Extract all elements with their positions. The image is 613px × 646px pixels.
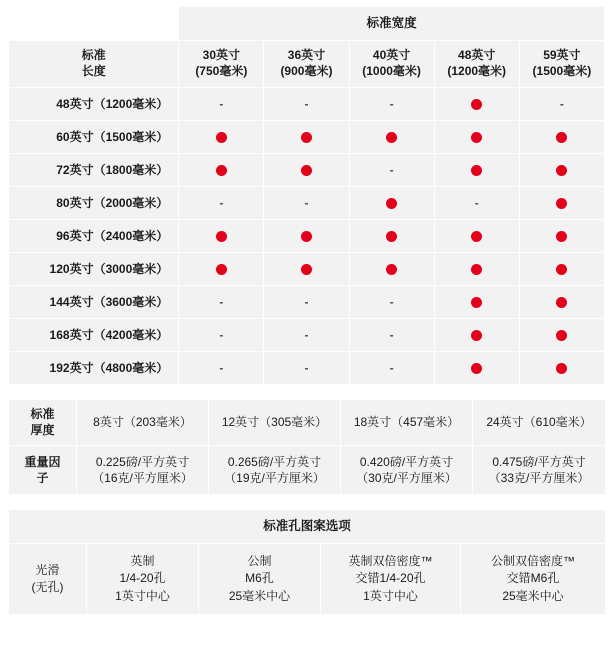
column-header-2-line1: 40英寸 [372, 47, 411, 62]
available-dot-icon [556, 231, 567, 242]
cell-0-1 [264, 88, 349, 121]
cell-1-3 [434, 121, 519, 154]
weight-value-2: 0.420磅/平方英寸（30克/平方厘米） [341, 445, 473, 494]
hole-option-3-line0: 英制双倍密度™ [348, 553, 433, 568]
hole-option-2-line2: 25毫米中心 [228, 588, 291, 603]
cell-5-2 [349, 253, 434, 286]
column-header-0-line1: 30英寸 [202, 47, 240, 62]
hole-option-2 [199, 543, 321, 614]
cell-1-4 [519, 121, 604, 154]
column-header-2-line2: (1000毫米) [362, 64, 421, 79]
cell-2-2 [349, 154, 434, 187]
available-dot-icon [301, 264, 312, 275]
cell-2-3 [434, 154, 519, 187]
unavailable-dash-icon: - [389, 97, 394, 112]
cell-3-0 [179, 187, 264, 220]
available-dot-icon [386, 231, 397, 242]
row-label-1: 60英寸（1500毫米） [9, 121, 179, 154]
width-group-title: 标准宽度 [179, 7, 605, 41]
available-dot-icon [216, 231, 227, 242]
thickness-value-1: 12英寸（305毫米） [209, 400, 341, 445]
cell-8-2 [349, 352, 434, 385]
hole-option-4-line2: 25毫米中心 [502, 588, 564, 603]
cell-5-4 [519, 253, 604, 286]
table-row [9, 121, 605, 154]
hole-option-0-line0: 光滑 [35, 562, 60, 577]
cell-5-3 [434, 253, 519, 286]
hole-option-4-line1: 交错M6孔 [506, 571, 560, 586]
row-label-0: 48英寸（1200毫米） [9, 88, 179, 121]
unavailable-dash-icon: - [219, 328, 224, 343]
row-label-3: 80英寸（2000毫米） [9, 187, 179, 220]
hole-option-0-line1: (无孔) [31, 579, 64, 594]
cell-6-2 [349, 286, 434, 319]
column-header-2 [349, 40, 434, 87]
hole-option-1-line2: 1英寸中心 [115, 588, 170, 603]
available-dot-icon [301, 132, 312, 143]
available-dot-icon [471, 330, 482, 341]
unavailable-dash-icon: - [389, 361, 394, 376]
table-row [9, 220, 605, 253]
cell-7-0 [179, 319, 264, 352]
available-dot-icon [386, 198, 397, 209]
cell-7-3 [434, 319, 519, 352]
weight-value-1: 0.265磅/平方英寸（19克/平方厘米） [209, 445, 341, 494]
available-dot-icon [471, 231, 482, 242]
available-dot-icon [471, 165, 482, 176]
hole-option-4-line0: 公制双倍密度™ [491, 553, 576, 568]
available-dot-icon [556, 363, 567, 374]
cell-5-0 [179, 253, 264, 286]
cell-4-4 [519, 220, 604, 253]
available-dot-icon [301, 165, 312, 176]
available-dot-icon [471, 363, 482, 374]
cell-0-0 [179, 88, 264, 121]
unavailable-dash-icon: - [389, 295, 394, 310]
row-label-5: 120英寸（3000毫米） [9, 253, 179, 286]
cell-4-3 [434, 220, 519, 253]
unavailable-dash-icon: - [474, 196, 479, 211]
hole-option-0 [9, 543, 87, 614]
hole-option-1-line0: 英制 [130, 553, 155, 568]
weight-value-0: 0.225磅/平方英寸（16克/平方厘米） [77, 445, 209, 494]
table-row [9, 253, 605, 286]
hole-option-1-line1: 1/4-20孔 [119, 571, 166, 586]
weight-row-label [9, 445, 77, 494]
unavailable-dash-icon: - [389, 163, 394, 178]
cell-6-3 [434, 286, 519, 319]
cell-8-3 [434, 352, 519, 385]
unavailable-dash-icon: - [219, 295, 224, 310]
cell-1-1 [264, 121, 349, 154]
unavailable-dash-icon: - [219, 196, 224, 211]
cell-0-2 [349, 88, 434, 121]
cell-3-2 [349, 187, 434, 220]
available-dot-icon [556, 198, 567, 209]
row-label-7: 168英寸（4200毫米） [9, 319, 179, 352]
thickness-weight-table [8, 399, 606, 495]
table-row [9, 187, 605, 220]
table-row [9, 352, 605, 385]
available-dot-icon [386, 132, 397, 143]
column-header-3 [434, 40, 519, 87]
hole-option-4 [461, 543, 606, 614]
section-spacer [8, 385, 605, 399]
cell-3-1 [264, 187, 349, 220]
column-header-1-line2: (900毫米) [280, 64, 333, 79]
hole-option-3 [321, 543, 461, 614]
cell-8-0 [179, 352, 264, 385]
available-dot-icon [471, 132, 482, 143]
cell-6-4 [519, 286, 604, 319]
cell-0-3 [434, 88, 519, 121]
hole-pattern-title: 标准孔图案选项 [9, 510, 606, 544]
available-dot-icon [216, 165, 227, 176]
column-header-0-line2: (750毫米) [195, 64, 248, 79]
row-label-4: 96英寸（2400毫米） [9, 220, 179, 253]
unavailable-dash-icon: - [304, 196, 309, 211]
cell-8-1 [264, 352, 349, 385]
available-dot-icon [471, 297, 482, 308]
table-row [9, 319, 605, 352]
hole-option-2-line1: M6孔 [245, 571, 274, 586]
cell-7-1 [264, 319, 349, 352]
column-header-4-line1: 59英寸 [543, 47, 581, 62]
available-dot-icon [301, 231, 312, 242]
unavailable-dash-icon: - [304, 295, 309, 310]
table-row-weight [9, 445, 606, 494]
section-spacer [8, 495, 605, 509]
cell-2-4 [519, 154, 604, 187]
column-header-4-line2: (1500毫米) [532, 64, 592, 79]
table-row [9, 88, 605, 121]
thickness-value-3: 24英寸（610毫米） [473, 400, 606, 445]
available-dot-icon [216, 132, 227, 143]
row-label-8: 192英寸（4800毫米） [9, 352, 179, 385]
column-header-3-line1: 48英寸 [458, 47, 496, 62]
thickness-row-label-line1: 标准 [30, 407, 55, 422]
cell-8-4 [519, 352, 604, 385]
table-row [9, 286, 605, 319]
length-header-line1: 标准 [81, 47, 106, 62]
column-header-1 [264, 40, 349, 87]
cell-7-4 [519, 319, 604, 352]
available-dot-icon [471, 264, 482, 275]
available-dot-icon [556, 330, 567, 341]
size-availability-table [8, 6, 605, 385]
available-dot-icon [471, 99, 482, 110]
hole-option-2-line0: 公制 [247, 553, 272, 568]
thickness-row-label-line2: 厚度 [30, 423, 55, 438]
thickness-value-2: 18英寸（457毫米） [341, 400, 473, 445]
unavailable-dash-icon: - [219, 97, 224, 112]
column-header-3-line2: (1200毫米) [447, 64, 507, 79]
thickness-row-label [9, 400, 77, 445]
cell-4-2 [349, 220, 434, 253]
cell-5-1 [264, 253, 349, 286]
cell-0-4 [519, 88, 604, 121]
available-dot-icon [556, 297, 567, 308]
thickness-value-0: 8英寸（203毫米） [77, 400, 209, 445]
hole-option-3-line2: 1英寸中心 [363, 588, 418, 603]
cell-2-1 [264, 154, 349, 187]
length-header [9, 40, 179, 87]
cell-6-0 [179, 286, 264, 319]
weight-row-label-line1: 重量因 [24, 454, 61, 469]
hole-pattern-table [8, 509, 606, 615]
cell-1-0 [179, 121, 264, 154]
table-row [9, 154, 605, 187]
unavailable-dash-icon: - [559, 97, 564, 112]
cell-2-0 [179, 154, 264, 187]
table-row-column-headers [9, 40, 605, 87]
cell-7-2 [349, 319, 434, 352]
row-label-6: 144英寸（3600毫米） [9, 286, 179, 319]
available-dot-icon [386, 264, 397, 275]
unavailable-dash-icon: - [304, 328, 309, 343]
cell-3-4 [519, 187, 604, 220]
length-header-line2: 长度 [81, 64, 106, 79]
table-row-group-header [9, 7, 605, 41]
unavailable-dash-icon: - [219, 361, 224, 376]
weight-value-3: 0.475磅/平方英寸（33克/平方厘米） [473, 445, 606, 494]
unavailable-dash-icon: - [304, 97, 309, 112]
corner-blank [9, 7, 179, 41]
cell-4-1 [264, 220, 349, 253]
row-label-2: 72英寸（1800毫米） [9, 154, 179, 187]
table-row-hole-title [9, 510, 606, 544]
cell-3-3 [434, 187, 519, 220]
cell-6-1 [264, 286, 349, 319]
weight-row-label-line2: 子 [36, 470, 49, 485]
available-dot-icon [556, 264, 567, 275]
cell-1-2 [349, 121, 434, 154]
available-dot-icon [216, 264, 227, 275]
column-header-4 [519, 40, 604, 87]
unavailable-dash-icon: - [389, 328, 394, 343]
available-dot-icon [556, 132, 567, 143]
column-header-0 [179, 40, 264, 87]
available-dot-icon [556, 165, 567, 176]
unavailable-dash-icon: - [304, 361, 309, 376]
column-header-1-line1: 36英寸 [287, 47, 326, 62]
table-row-hole-options [9, 543, 606, 614]
hole-option-1 [87, 543, 199, 614]
table-row-thickness [9, 400, 606, 445]
cell-4-0 [179, 220, 264, 253]
hole-option-3-line1: 交错1/4-20孔 [355, 571, 426, 586]
